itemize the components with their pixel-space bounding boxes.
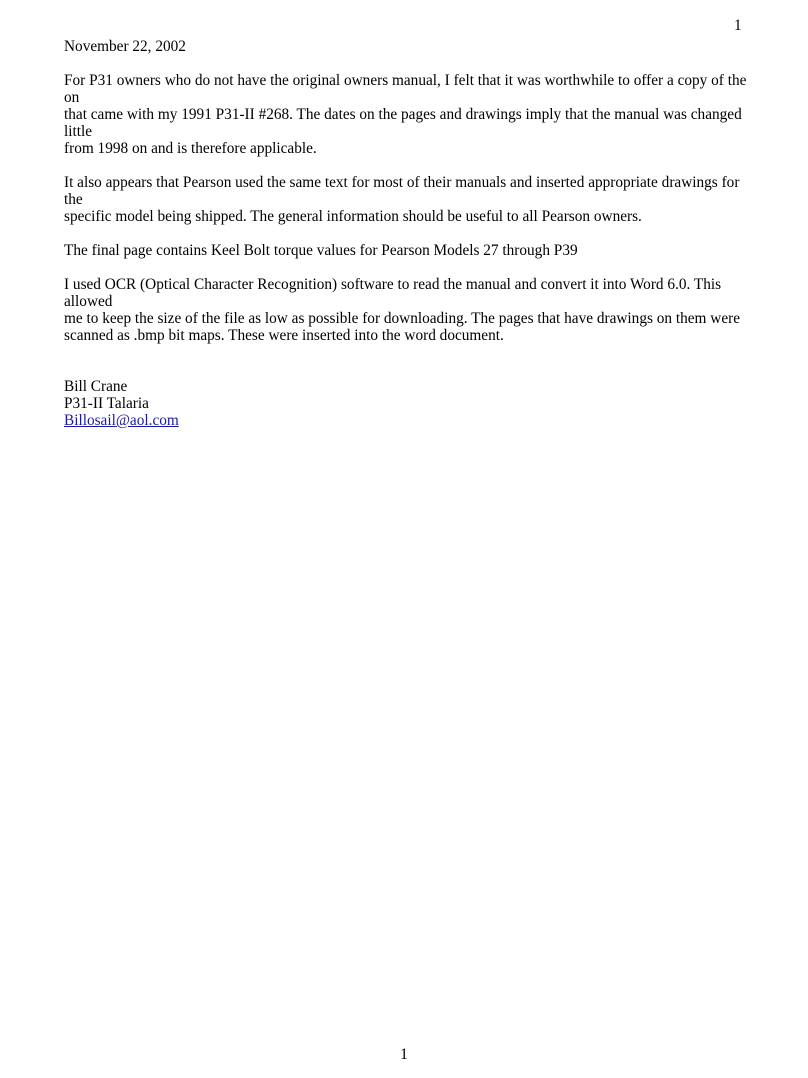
signature-name: Bill Crane <box>64 378 128 395</box>
signature-boat: P31-II Talaria <box>64 395 149 412</box>
signature-email-line <box>64 412 754 429</box>
letter-body <box>64 38 754 429</box>
paragraph-pearson-text: It also appears that Pearson used the same text for most of their manuals and inserted appropriate drawings for the specific model being shipped. The general information should be useful to all Pearson owners. <box>64 174 740 225</box>
email-link[interactable]: Billosail@aol.com <box>64 412 179 429</box>
signature-block <box>64 378 754 429</box>
paragraph-ocr: I used OCR (Optical Character Recognition) software to read the manual and convert it into Word 6.0. This allowed me to keep the size of the file as low as possible for downloading. The pages that have drawings on them were scanned as .bmp bit maps. These were inserted into the word document. <box>64 276 740 344</box>
page-number-bottom: 1 <box>400 1046 408 1063</box>
paragraph-intro: For P31 owners who do not have the original owners manual, I felt that it was worthwhile to offer a copy of the on that came with my 1991 P31-II #268. The dates on the pages and drawings imply that the manual was changed little from 1998 on and is therefore applicable. <box>64 72 747 157</box>
letter-date: November 22, 2002 <box>64 38 186 55</box>
page-number-top: 1 <box>734 17 742 34</box>
paragraph-keel-bolt: The final page contains Keel Bolt torque values for Pearson Models 27 through P39 <box>64 242 578 259</box>
